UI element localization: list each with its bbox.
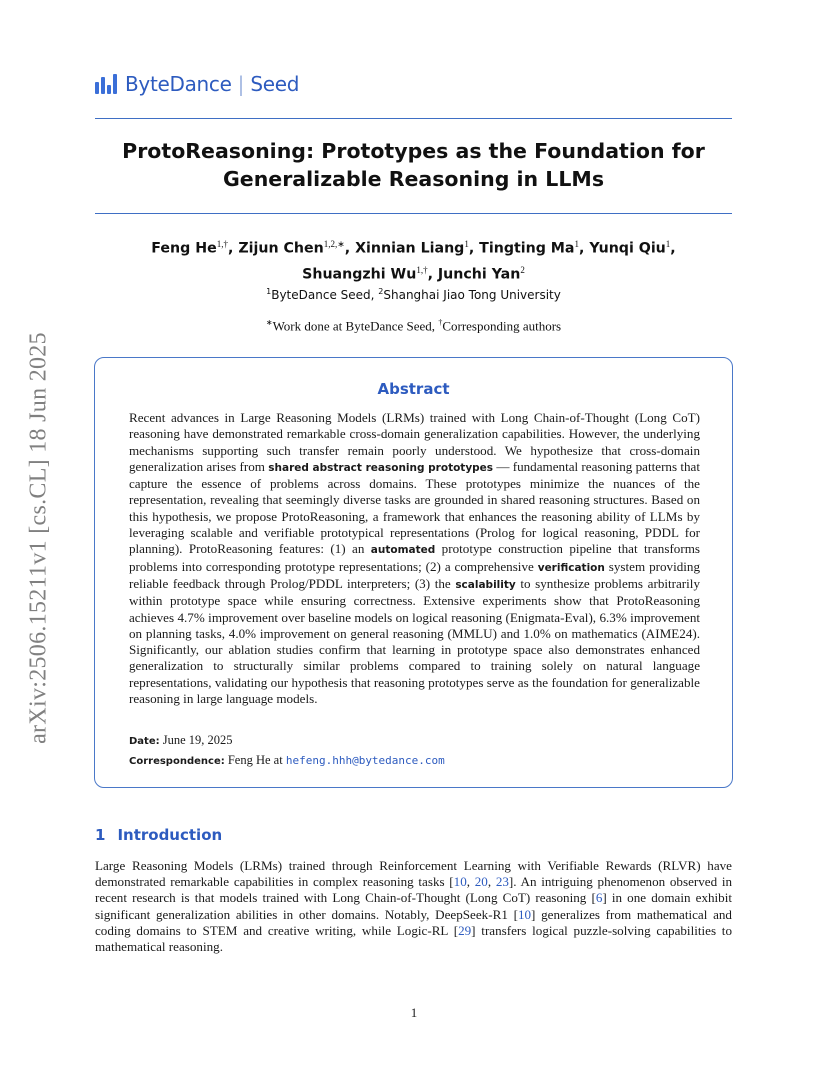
section-heading [95, 826, 222, 844]
author-marks: 1 [464, 239, 469, 249]
bytedance-bars-icon [95, 74, 117, 94]
author-marks: 1 [665, 239, 671, 249]
author-name: Yunqi Qiu [589, 240, 666, 257]
correspondence-row [129, 751, 445, 771]
affiliations [95, 287, 732, 302]
intro-text-segment: ] transfers logical puzzle-solving capabilities to mathematical reasoning. [95, 922, 732, 955]
citation-link[interactable]: 10 [453, 874, 467, 890]
abstract-text-segment: Recent advances in Large Reasoning Models (LRMs) trained with Long Chain-of-Thought (Long CoT) reasoning have demonstrated remarkable cross-domain generalization capabilities. However, the underlying mechanisms supporting such transfer remain poorly understood. We hypothesize that cross-domain generalization arises from [129, 410, 700, 474]
correspondence-label: Correspondence: [129, 756, 225, 767]
author-sep: , [427, 266, 438, 283]
affiliation-name: Shanghai Jiao Tong University [383, 288, 561, 302]
author-name: Xinnian Liang [355, 240, 465, 257]
author-marks: 1,† [216, 239, 228, 249]
author-notes [95, 318, 732, 334]
title-line-2: Generalizable Reasoning in LLMs [222, 167, 605, 191]
title-line-1: ProtoReasoning: Prototypes as the Foundation for [122, 139, 705, 163]
abstract-keyword: shared abstract reasoning prototypes [268, 461, 494, 474]
abstract-text-segment: system providing reliable feedback through Prolog/PDDL interpreters; (3) the [129, 558, 700, 591]
author-sep: , [579, 240, 590, 257]
intro-text-segment: ] in one domain exhibit significant generalization abilities in other domains. Notably, DeepSeek-R1 [ [95, 890, 732, 922]
affiliation-mark: 2 [378, 287, 384, 296]
author-marks: 2 [520, 264, 525, 275]
arxiv-stamp[interactable]: arXiv:2506.15211v1 [cs.CL] 18 Jun 2025 [25, 332, 52, 744]
author-sep: , [227, 240, 239, 257]
correspondence-text: Feng He at [227, 753, 286, 767]
citation-link[interactable]: 6 [595, 890, 603, 906]
note-mark: † [438, 318, 443, 327]
author-sep: , [344, 240, 356, 257]
abstract-text-segment: to synthesize problems arbitrarily within prototype space while ensuring correctness. Extensive experiments show that ProtoReasoning achieves 4.7% improvement over baseline models on logical reasoning (Enigmata-Eval), 6.3% improvement on planning tasks, 4.0% improvement on general reasoning (MMLU) and 1.0% on mathematics (AIME24). Significantly, our ablation studies confirm that learning in prototype space also demonstrates enhanced generalization to structurally similar problems compared to training solely on natural language representations, validating our hypothesis that reasoning prototypes serve as the foundation for generalizable reasoning in large language models. [129, 575, 700, 707]
author-line-2 [95, 260, 732, 286]
logo-product: Seed [250, 72, 300, 96]
author-sep: , [670, 240, 676, 257]
abstract-keyword: scalability [455, 578, 516, 591]
author-name: Tingting Ma [479, 240, 575, 257]
note-text: Corresponding authors [442, 318, 562, 334]
citation-link[interactable]: 10 [517, 906, 532, 922]
abstract-keyword: automated [370, 544, 436, 557]
date-label: Date: [129, 736, 160, 747]
section-number: 1 [95, 826, 106, 844]
citation-link[interactable]: 23 [495, 874, 509, 890]
section-title: Introduction [117, 826, 223, 844]
author-marks: 1 [574, 239, 580, 249]
abstract-text-segment: prototype construction pipeline that transforms problems into corresponding prototype representations; (2) a comprehensive [129, 541, 700, 574]
author-name: Feng He [151, 240, 217, 257]
intro-text-segment: , [466, 874, 475, 890]
abstract-heading: Abstract [377, 380, 450, 398]
top-rule [95, 118, 732, 119]
author-list [95, 234, 732, 285]
date-value: June 19, 2025 [162, 733, 233, 747]
abstract-keyword: verification [537, 561, 605, 574]
title-rule [95, 213, 732, 214]
citation-link[interactable]: 29 [458, 922, 472, 938]
author-name: Junchi Yan [437, 266, 521, 283]
date-row [129, 731, 445, 751]
abstract-text-segment: — fundamental reasoning patterns that capture the essence of problems across domains. These prototypes minimize the nuances of the representation, revealing that seemingly diverse tasks are grounded in shared reasoning structures. Based on this hypothesis, we propose ProtoReasoning, a framework that enhances the reasoning ability of LLMs by leveraging scalable and verifiable prototypical representations (Prolog for logical reasoning, PDDL for planning). ProtoReasoning features: (1) an [129, 458, 700, 557]
author-name: Shuangzhi Wu [302, 266, 417, 283]
correspondence-email-link[interactable]: hefeng.hhh@bytedance.com [285, 754, 445, 767]
logo-separator: | [237, 72, 245, 96]
author-marks: 1,2,∗ [323, 239, 345, 249]
affiliation-mark: 1 [266, 287, 272, 296]
page-number: 1 [410, 1005, 418, 1020]
note-text: Work done at ByteDance Seed, [272, 318, 439, 334]
affiliation-sep: , [370, 288, 379, 302]
author-marks: 1,† [416, 264, 428, 275]
author-line-1 [95, 234, 732, 260]
paper-title [95, 137, 732, 193]
intro-text-segment: ] generalizes from mathematical and coding domains to STEM and creative writing, while Logic-RL [ [95, 906, 732, 938]
affiliation-name: ByteDance Seed [271, 288, 371, 302]
bytedance-seed-logo [95, 70, 299, 98]
logo-brand: ByteDance [125, 72, 232, 96]
abstract-body [129, 410, 700, 707]
author-name: Zijun Chen [238, 240, 324, 257]
author-sep: , [468, 240, 480, 257]
paper-meta [129, 731, 445, 771]
intro-paragraph [95, 858, 732, 955]
note-mark: ∗ [265, 318, 273, 327]
intro-text-segment: Large Reasoning Models (LRMs) trained through Reinforcement Learning with Verifiable Rewards (RLVR) have demonstrated remarkable capabilities in complex reasoning tasks [ [95, 858, 732, 890]
citation-link[interactable]: 20 [474, 874, 488, 890]
intro-text-segment: , [487, 874, 496, 890]
intro-text-segment: ]. An intriguing phenomenon observed in recent research is that models trained with Long Chain-of-Thought (Long CoT) reasoning [ [95, 874, 733, 906]
